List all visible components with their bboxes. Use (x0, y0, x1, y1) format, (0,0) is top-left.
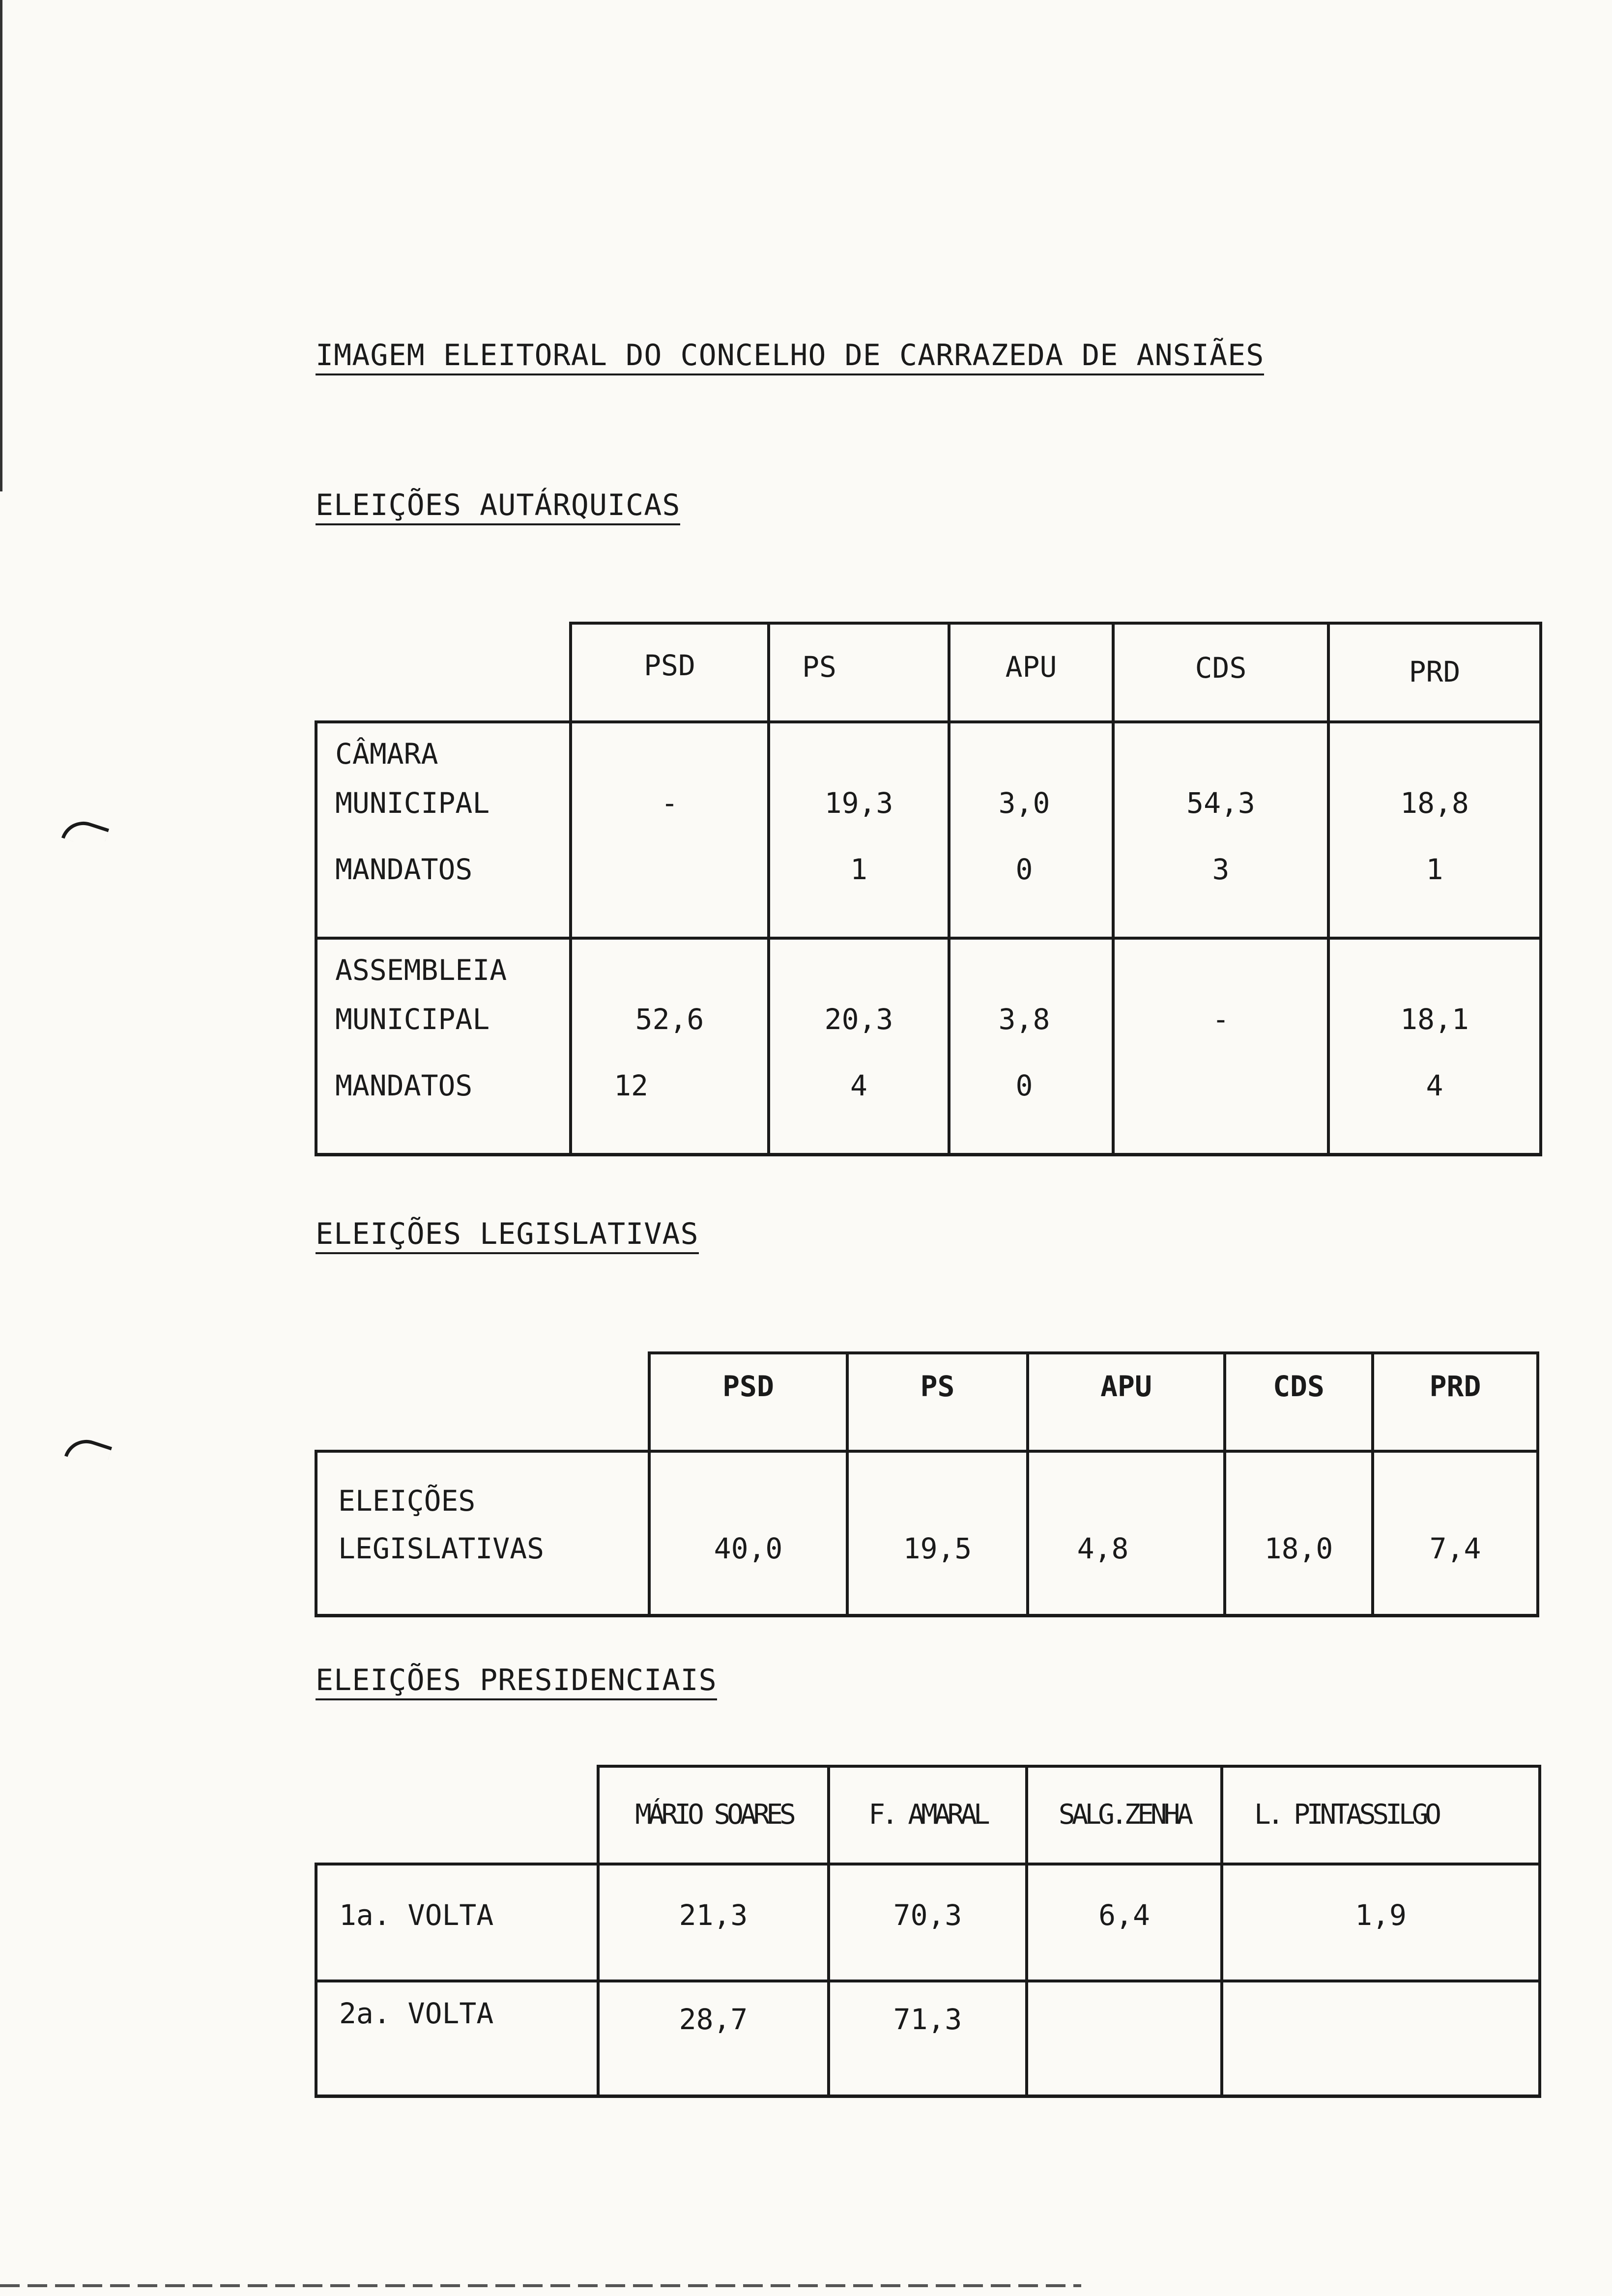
row-label-eleicoes: ELEIÇÕES (338, 1484, 476, 1518)
row-label-2a-volta: 2a. VOLTA (339, 1997, 494, 2030)
row-label-municipal-2: MUNICIPAL (335, 1003, 490, 1036)
margin-mark-2 (64, 1434, 112, 1469)
camara-value-apu: 3,0 (998, 786, 1050, 820)
document-title: IMAGEM ELEITORAL DO CONCELHO DE CARRAZEDA DE ANSIÃES (316, 339, 1264, 375)
presidenciais-col-l-pintassilgo: L. PINTASSILGO (1254, 1799, 1438, 1831)
camara-mandates-cds: 3 (1212, 853, 1230, 886)
autarquicas-col-cds: CDS (1195, 651, 1247, 685)
legislativas-col-apu: APU (1100, 1370, 1152, 1403)
legislativas-value-prd: 7,4 (1429, 1532, 1481, 1565)
assembleia-mandates-apu: 0 (1015, 1069, 1033, 1102)
assembleia-mandates-ps: 4 (850, 1069, 867, 1102)
legislativas-heading: ELEIÇÕES LEGISLATIVAS (316, 1218, 699, 1254)
legislativas-col-prd: PRD (1429, 1370, 1481, 1403)
volta2-value-f-amaral: 71,3 (893, 2003, 962, 2036)
assembleia-value-apu: 3,8 (998, 1003, 1050, 1036)
autarquicas-col-ps: PS (802, 650, 836, 684)
camara-mandates-apu: 0 (1015, 853, 1033, 886)
legislativas-col-cds: CDS (1273, 1370, 1324, 1403)
legislativas-value-cds: 18,0 (1264, 1532, 1333, 1565)
assembleia-mandates-prd: 4 (1426, 1069, 1443, 1102)
camara-value-prd: 18,8 (1400, 786, 1469, 820)
assembleia-mandates-psd: 12 (614, 1069, 648, 1102)
legislativas-value-ps: 19,5 (903, 1532, 972, 1565)
camara-value-cds: 54,3 (1186, 786, 1255, 820)
legislativas-value-psd: 40,0 (714, 1532, 783, 1565)
legislativas-value-apu: 4,8 (1077, 1532, 1129, 1565)
assembleia-value-psd: 52,6 (635, 1003, 704, 1036)
row-label-assembleia: ASSEMBLEIA (335, 953, 507, 987)
row-label-municipal: MUNICIPAL (335, 786, 490, 820)
legislativas-col-psd: PSD (722, 1370, 774, 1403)
presidenciais-col-salg-zenha: SALG.ZENHA (1058, 1799, 1190, 1831)
legislativas-col-ps: PS (920, 1370, 955, 1403)
presidenciais-heading: ELEIÇÕES PRESIDENCIAIS (316, 1664, 717, 1700)
row-label-legislativas: LEGISLATIVAS (338, 1532, 545, 1565)
assembleia-value-cds: - (1212, 1003, 1230, 1036)
assembleia-value-ps: 20,3 (824, 1003, 893, 1036)
row-label-mandatos: MANDATOS (335, 853, 473, 886)
camara-value-psd: - (661, 786, 678, 820)
camara-value-ps: 19,3 (824, 786, 893, 820)
autarquicas-col-psd: PSD (644, 649, 695, 682)
volta1-value-l-pintassilgo: 1,9 (1355, 1898, 1407, 1932)
scan-edge-noise (0, 2284, 1081, 2287)
autarquicas-heading: ELEIÇÕES AUTÁRQUICAS (316, 489, 680, 525)
row-label-mandatos-2: MANDATOS (335, 1069, 473, 1102)
presidenciais-col-f-amaral: F. AMARAL (868, 1799, 987, 1831)
camara-mandates-ps: 1 (850, 853, 867, 886)
row-label-1a-volta: 1a. VOLTA (339, 1898, 494, 1932)
row-label-camara: CÂMARA (335, 737, 438, 771)
volta2-value-mario-soares: 28,7 (679, 2003, 748, 2036)
volta1-value-salg-zenha: 6,4 (1098, 1898, 1150, 1932)
autarquicas-col-prd: PRD (1409, 655, 1461, 689)
camara-mandates-prd: 1 (1426, 853, 1443, 886)
autarquicas-col-apu: APU (1005, 650, 1057, 684)
assembleia-value-prd: 18,1 (1400, 1003, 1469, 1036)
volta1-value-f-amaral: 70,3 (893, 1898, 962, 1932)
presidenciais-col-mario-soares: MÁRIO SOARES (635, 1799, 793, 1831)
page-edge (0, 0, 2, 491)
volta1-value-mario-soares: 21,3 (679, 1898, 748, 1932)
margin-mark-1 (61, 816, 109, 851)
